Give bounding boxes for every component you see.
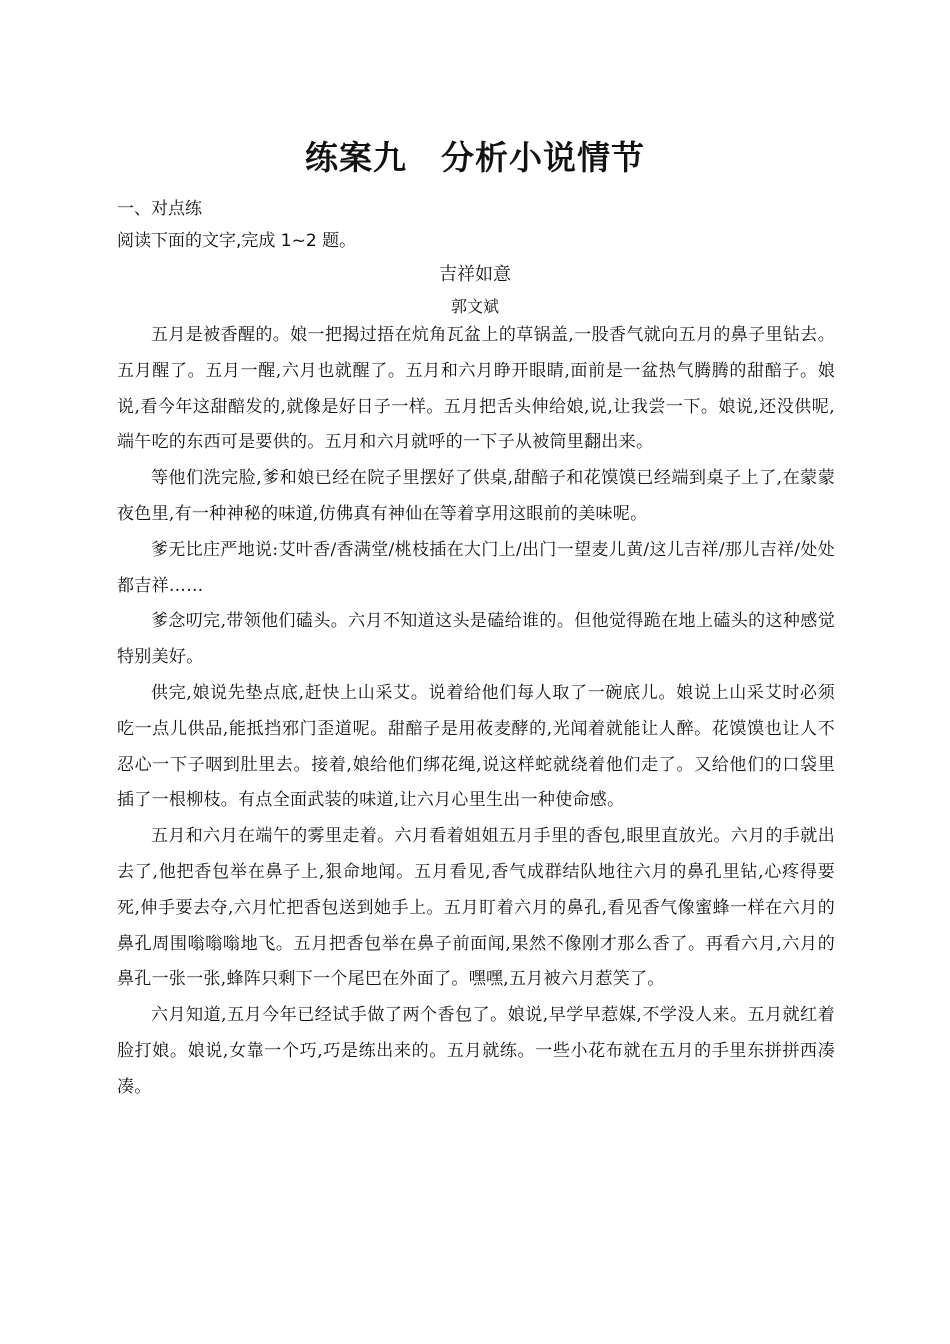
story-paragraph: 等他们洗完脸,爹和娘已经在院子里摆好了供桌,甜醅子和花馍馍已经端到桌子上了,在蒙蒙夜色里,有一种神秘的味道,仿佛真有神仙在等着享用这眼前的美味呢。 — [117, 468, 835, 524]
story-paragraph: 六月知道,五月今年已经试手做了两个香包了。娘说,早学早惹媒,不学没人来。五月就红着脸打娘。娘说,女靠一个巧,巧是练出来的。五月就练。一些小花布就在五月的手里东拼拼西凑凑。 — [117, 1005, 835, 1097]
instruction-text: 阅读下面的文字,完成 1~2 题。 — [117, 231, 357, 251]
page-title: 练案九 分析小说情节 — [305, 138, 645, 177]
story-author: 郭文斌 — [450, 297, 499, 316]
story-title: 吉祥如意 — [439, 264, 511, 285]
story-body — [117, 318, 835, 1106]
section-heading: 一、对点练 — [117, 199, 202, 219]
story-paragraph: 爹念叨完,带领他们磕头。六月不知道这头是磕给谁的。但他觉得跪在地上磕头的这种感觉特别美好。 — [117, 611, 835, 668]
story-paragraph: 爹无比庄严地说:艾叶香/香满堂/桃枝插在大门上/出门一望麦儿黄/这儿吉祥/那儿吉祥/处处都吉祥…… — [117, 539, 835, 596]
story-paragraph: 供完,娘说先垫点底,赶快上山采艾。说着给他们每人取了一碗底儿。娘说上山采艾时必须吃一点儿供品,能抵挡邪门歪道呢。甜醅子是用莜麦酵的,光闻着就能让人醉。花馍馍也让人不忍心一下子咽到肚里去。接着,娘给他们绑花绳,说这样蛇就绕着他们走了。又给他们的口袋里插了一根柳枝。有点全面武装的味道,让六月心里生出一种使命感。 — [117, 682, 835, 811]
story-paragraph: 五月和六月在端午的雾里走着。六月看着姐姐五月手里的香包,眼里直放光。六月的手就出去了,他把香包举在鼻子上,狠命地闻。五月看见,香气成群结队地往六月的鼻孔里钻,心疼得要死,伸手要去夺,六月忙把香包送到她手上。五月盯着六月的鼻孔,看见香气像蜜蜂一样在六月的鼻孔周围嗡嗡嗡地飞。五月把香包举在鼻子前面闻,果然不像刚才那么香了。再看六月,六月的鼻孔一张一张,蜂阵只剩下一个尾巴在外面了。嘿嘿,五月被六月惹笑了。 — [117, 826, 835, 990]
story-paragraph: 五月是被香醒的。娘一把揭过捂在炕角瓦盆上的草锅盖,一股香气就向五月的鼻子里钻去。五月醒了。五月一醒,六月也就醒了。五月和六月睁开眼睛,面前是一盆热气腾腾的甜醅子。娘说,看今年这甜醅发的,就像是好日子一样。五月把舌头伸给娘,说,让我尝一下。娘说,还没供呢,端午吃的东西可是要供的。五月和六月就呼的一下子从被筒里翻出来。 — [117, 325, 835, 453]
